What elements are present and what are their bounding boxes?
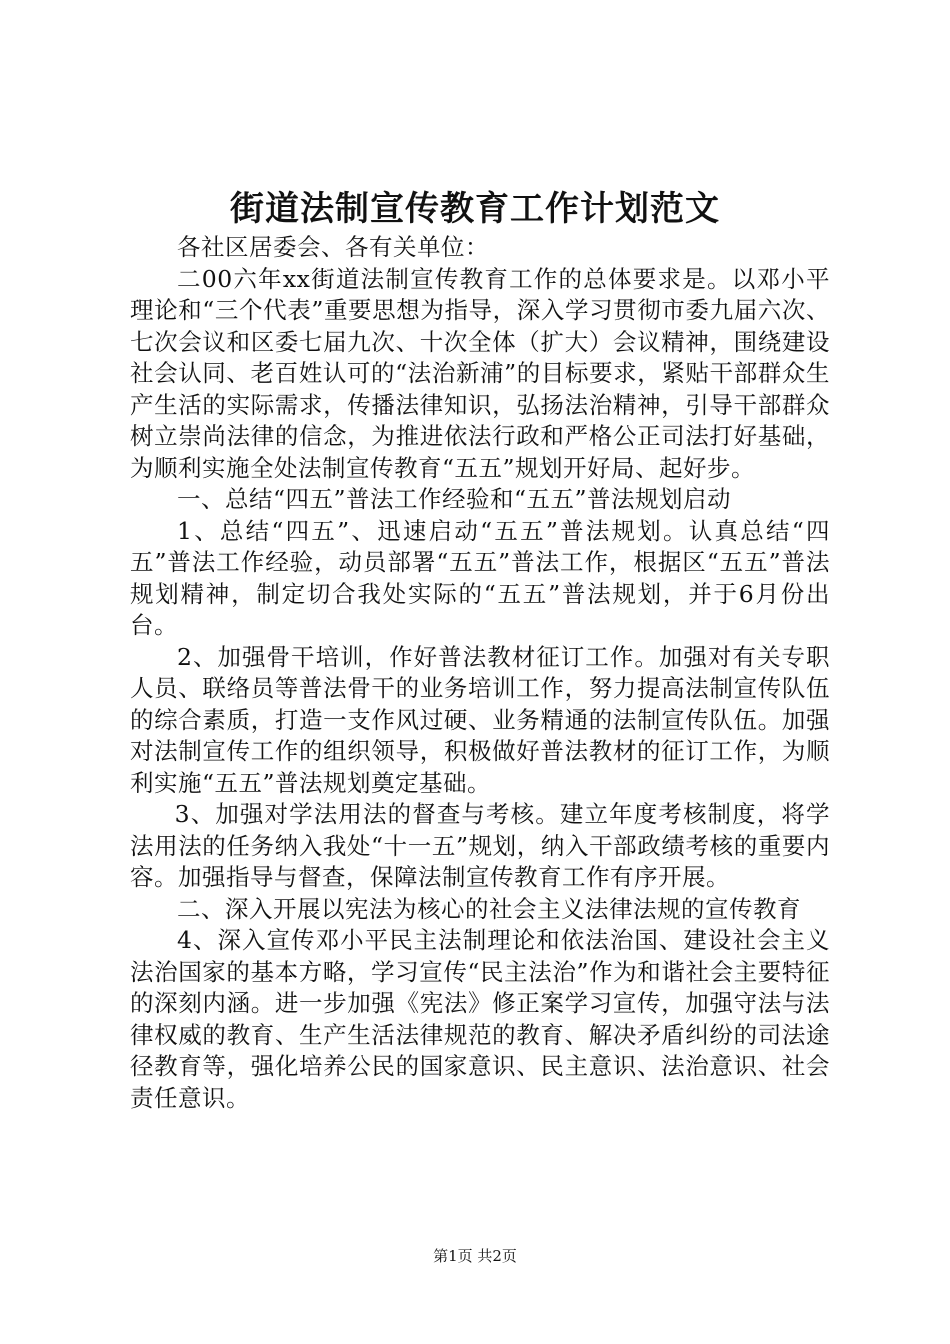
document-body <box>130 232 830 1114</box>
paragraph-item-4: 4、深入宣传邓小平民主法制理论和依法治国、建设社会主义法治国家的基本方略，学习宣传“民主法治”作为和谐社会主要特征的深刻内涵。进一步加强《宪法》修正案学习宣传，加强守法与法律权威的教育、生产生活法律规范的教育、解决矛盾纠纷的司法途径教育等，强化培养公民的国家意识、民主意识、法治意识、社会责任意识。 <box>130 926 830 1112</box>
paragraph-item-2: 2、加强骨干培训，作好普法教材征订工作。加强对有关专职人员、联络员等普法骨干的业务培训工作，努力提高法制宣传队伍的综合素质，打造一支作风过硬、业务精通的法制宣传队伍。加强对法制宣传工作的组织领导，积极做好普法教材的征订工作，为顺利实施“五五”普法规划奠定基础。 <box>130 642 830 797</box>
paragraph-item-1: 1、总结“四五”、迅速启动“五五”普法规划。认真总结“四五”普法工作经验，动员部署“五五”普法工作，根据区“五五”普法规划精神，制定切合我处实际的“五五”普法规划，并于6月份出台。 <box>130 516 830 639</box>
salutation: 各社区居委会、各有关单位： <box>177 233 489 261</box>
section-heading-2: 二、深入开展以宪法为核心的社会主义法律法规的宣传教育 <box>177 894 801 923</box>
document-title: 街道法制宣传教育工作计划范文 <box>230 189 720 229</box>
paragraph-item-3: 3、加强对学法用法的督查与考核。建立年度考核制度，将学法用法的任务纳入我处“十一五”规划，纳入干部政绩考核的重要内容。加强指导与督查，保障法制宣传教育工作有序开展。 <box>130 800 830 891</box>
page-number-footer: 第1页 共2页 <box>433 1247 517 1265</box>
paragraph-overview: 二00六年xx街道法制宣传教育工作的总体要求是。以邓小平理论和“三个代表”重要思想为指导，深入学习贯彻市委九届六次、七次会议和区委七届九次、十次全体（扩大）会议精神，围绕建设社会认同、老百姓认可的“法治新浦”的目标要求，紧贴干部群众生产生活的实际需求，传播法律知识，弘扬法治精神，引导干部群众树立崇尚法律的信念，为推进依法行政和严格公正司法打好基础，为顺利实施全处法制宣传教育“五五”规划开好局、起好步。 <box>130 264 830 482</box>
section-heading-1: 一、总结“四五”普法工作经验和“五五”普法规划启动 <box>177 485 732 513</box>
